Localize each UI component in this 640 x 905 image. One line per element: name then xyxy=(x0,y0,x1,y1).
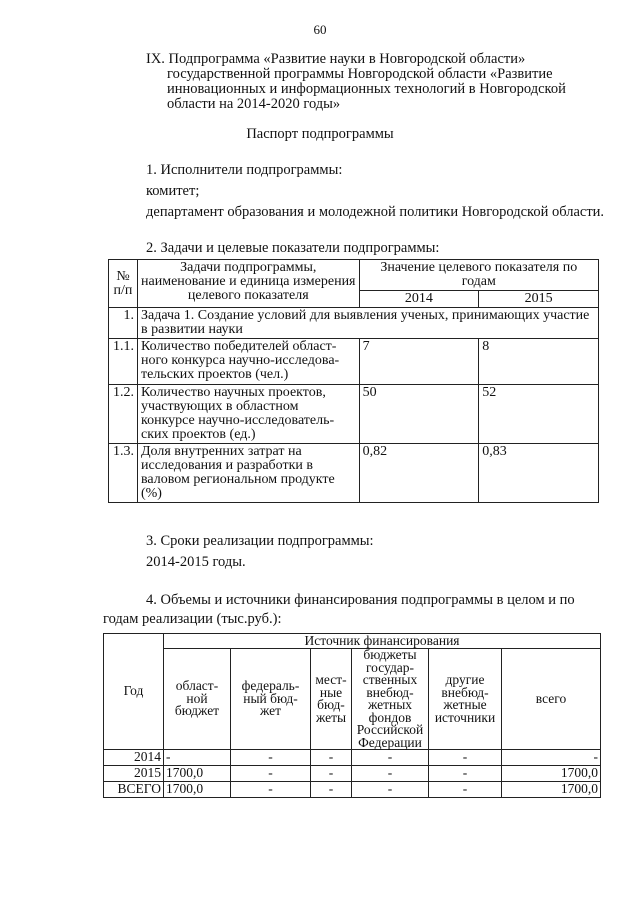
table-row-total: 1700,0 xyxy=(502,766,601,782)
table-row-local: - xyxy=(311,766,352,782)
section3-heading: 3. Сроки реализации подпрограммы: xyxy=(146,533,374,549)
col-header-total: всего xyxy=(502,649,601,750)
col-header-2014: 2014 xyxy=(359,291,479,308)
table-row-local: - xyxy=(311,750,352,766)
table-row-value-2014: 0,82 xyxy=(359,444,479,503)
table-row-number: 1.3. xyxy=(109,444,138,503)
title-line-1: IX. Подпрограмма «Развитие науки в Новгородской области» xyxy=(146,51,526,67)
section4-heading-line-1: 4. Объемы и источники финансирования подпрограммы в целом и по xyxy=(146,592,575,608)
section3-value: 2014-2015 годы. xyxy=(146,554,246,570)
table-row-federal: - xyxy=(231,766,311,782)
col-header-2015: 2015 xyxy=(479,291,599,308)
table-row-other: - xyxy=(429,782,502,798)
section2-heading: 2. Задачи и целевые показатели подпрограммы: xyxy=(146,240,440,256)
title-line-4: области на 2014-2020 годы» xyxy=(167,96,341,112)
table-row-total: 1700,0 xyxy=(502,782,601,798)
title-line-3: инновационных и информационных технологий в Новгородской xyxy=(167,81,566,97)
section1-item-committee: комитет; xyxy=(146,183,200,199)
col-header-task: Задачи подпрограммы, наименование и единица измерения целевого показателя xyxy=(137,260,359,308)
table-row-regional: 1700,0 xyxy=(164,766,231,782)
col-header-local-budgets: мест-ные бюд-жеты xyxy=(311,649,352,750)
col-header-state-funds: бюджеты государ-ственных внебюд-жетных фондов Российской Федерации xyxy=(352,649,429,750)
table-row-year: 2015 xyxy=(104,766,164,782)
table-row-total: - xyxy=(502,750,601,766)
table-row-funds: - xyxy=(352,782,429,798)
col-header-other-sources: другие внебюд-жетные источники xyxy=(429,649,502,750)
col-header-number: № п/п xyxy=(109,260,138,308)
page-number: 60 xyxy=(313,22,327,37)
table-row-indicator: Количество научных проектов, участвующих в областном конкурсе научно-исследователь-ских проектов (ед.) xyxy=(137,385,359,444)
table-row-funds: - xyxy=(352,750,429,766)
table-row-local: - xyxy=(311,782,352,798)
subprogram-title xyxy=(146,52,601,112)
section4-heading-line-2: годам реализации (тыс.руб.): xyxy=(103,611,282,627)
task-text: Задача 1. Создание условий для выявления ученых, принимающих участие в развитии науки xyxy=(137,308,598,339)
section1-heading: 1. Исполнители подпрограммы: xyxy=(146,162,343,178)
task-number: 1. xyxy=(109,308,138,339)
targets-table xyxy=(108,259,599,503)
table-row-funds: - xyxy=(352,766,429,782)
table-row-federal: - xyxy=(231,750,311,766)
table-row-number: 1.1. xyxy=(109,339,138,385)
col-header-federal-budget: федераль-ный бюд-жет xyxy=(231,649,311,750)
col-header-source: Источник финансирования xyxy=(164,634,601,649)
table-row-number: 1.2. xyxy=(109,385,138,444)
col-header-regional-budget: област-ной бюджет xyxy=(164,649,231,750)
financing-table xyxy=(103,633,601,798)
table-row-year: ВСЕГО xyxy=(104,782,164,798)
table-row-regional: 1700,0 xyxy=(164,782,231,798)
table-row-value-2015: 8 xyxy=(479,339,599,385)
table-row-federal: - xyxy=(231,782,311,798)
section1-item-department: департамент образования и молодежной политики Новгородской области. xyxy=(146,204,605,220)
table-row-other: - xyxy=(429,766,502,782)
col-header-year: Год xyxy=(104,634,164,750)
table-row-value-2014: 7 xyxy=(359,339,479,385)
table-row-regional: - xyxy=(164,750,231,766)
table-row-year: 2014 xyxy=(104,750,164,766)
passport-heading: Паспорт подпрограммы xyxy=(246,126,394,142)
title-line-2: государственной программы Новгородской области «Развитие xyxy=(167,66,553,82)
table-row-value-2015: 52 xyxy=(479,385,599,444)
table-row-value-2015: 0,83 xyxy=(479,444,599,503)
table-row-indicator: Количество победителей област-ного конкурса научно-исследова-тельских проектов (чел.) xyxy=(137,339,359,385)
col-header-value: Значение целевого показателя по годам xyxy=(359,260,598,291)
table-row-indicator: Доля внутренних затрат на исследования и разработки в валовом региональном продукте (%) xyxy=(137,444,359,503)
table-row-value-2014: 50 xyxy=(359,385,479,444)
table-row-other: - xyxy=(429,750,502,766)
